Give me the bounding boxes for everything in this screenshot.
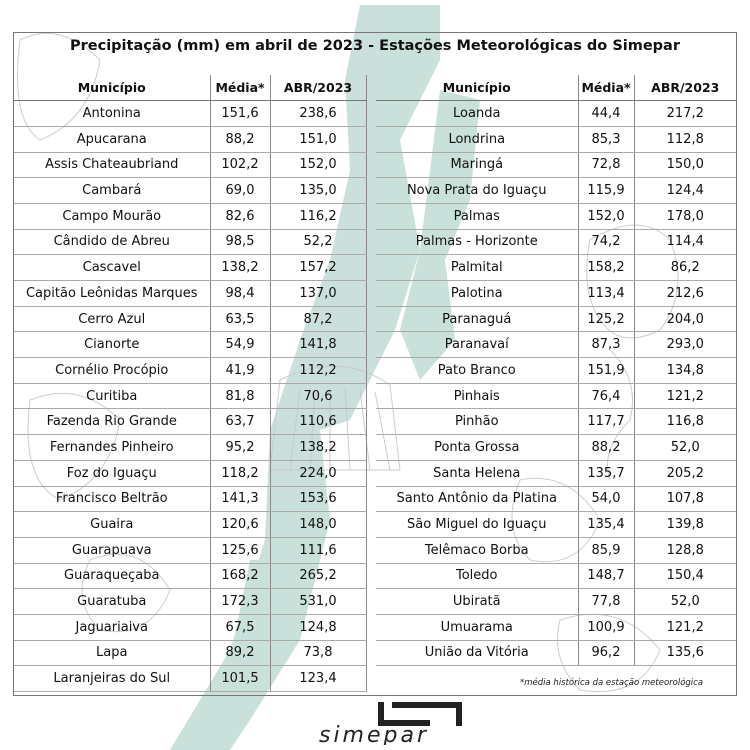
table-row [14, 281, 366, 307]
municipio-cell: Apucarana [14, 126, 210, 152]
header-municipio: Município [14, 75, 210, 101]
municipio-cell: Londrina [376, 126, 578, 152]
media-cell: 138,2 [210, 255, 270, 281]
municipio-cell: Maringá [376, 152, 578, 178]
table-row [376, 306, 736, 332]
municipio-cell: Fernandes Pinheiro [14, 435, 210, 461]
media-cell: 172,3 [210, 589, 270, 615]
table-row [14, 589, 366, 615]
table-row [376, 537, 736, 563]
media-cell: 77,8 [578, 589, 634, 615]
table-row [14, 563, 366, 589]
abr-cell: 135,6 [634, 640, 736, 666]
page-title: Precipitação (mm) em abril de 2023 - Estações Meteorológicas do Simepar [69, 38, 680, 54]
abr-cell: 116,8 [634, 409, 736, 435]
media-cell: 125,6 [210, 537, 270, 563]
municipio-cell: Cornélio Procópio [14, 358, 210, 384]
left-header-row [14, 75, 366, 101]
municipio-cell: Cândido de Abreu [14, 229, 210, 255]
abr-cell: 52,2 [270, 229, 366, 255]
abr-cell: 111,6 [270, 537, 366, 563]
header-media: Média* [210, 75, 270, 101]
header-abr: ABR/2023 [634, 75, 736, 101]
abr-cell: 135,0 [270, 178, 366, 204]
abr-cell: 86,2 [634, 255, 736, 281]
municipio-cell: Pato Branco [376, 358, 578, 384]
municipio-cell: Laranjeiras do Sul [14, 666, 210, 692]
table-row [14, 306, 366, 332]
abr-cell: 293,0 [634, 332, 736, 358]
table-row [14, 203, 366, 229]
municipio-cell: Cianorte [14, 332, 210, 358]
abr-cell: 112,8 [634, 126, 736, 152]
abr-cell: 52,0 [634, 589, 736, 615]
table-row [14, 152, 366, 178]
municipio-cell: Jaguariaiva [14, 614, 210, 640]
abr-cell: 150,0 [634, 152, 736, 178]
abr-cell: 205,2 [634, 460, 736, 486]
media-cell: 72,8 [578, 152, 634, 178]
media-cell: 152,0 [578, 203, 634, 229]
media-cell: 54,0 [578, 486, 634, 512]
table-row [14, 640, 366, 666]
municipio-cell: Telêmaco Borba [376, 537, 578, 563]
table-row [376, 512, 736, 538]
simepar-logo [278, 700, 473, 745]
table-row [14, 409, 366, 435]
municipio-cell: Toledo [376, 563, 578, 589]
table-row [376, 332, 736, 358]
media-cell: 85,3 [578, 126, 634, 152]
table-row [376, 614, 736, 640]
table-row [376, 255, 736, 281]
media-cell: 81,8 [210, 383, 270, 409]
abr-cell: 265,2 [270, 563, 366, 589]
table-row [376, 460, 736, 486]
municipio-cell: Assis Chateaubriand [14, 152, 210, 178]
media-cell: 125,2 [578, 306, 634, 332]
abr-cell: 128,8 [634, 537, 736, 563]
table-row [376, 486, 736, 512]
table-row [14, 435, 366, 461]
media-cell: 135,4 [578, 512, 634, 538]
abr-cell: 153,6 [270, 486, 366, 512]
abr-cell: 123,4 [270, 666, 366, 692]
abr-cell: 148,0 [270, 512, 366, 538]
media-cell: 151,6 [210, 101, 270, 127]
municipio-cell: Palmas - Horizonte [376, 229, 578, 255]
right-header-row [376, 75, 736, 101]
table-row [14, 383, 366, 409]
media-cell: 98,4 [210, 281, 270, 307]
abr-cell: 217,2 [634, 101, 736, 127]
table-row [14, 358, 366, 384]
abr-cell: 52,0 [634, 435, 736, 461]
municipio-cell: Pinhais [376, 383, 578, 409]
abr-cell: 531,0 [270, 589, 366, 615]
media-cell: 44,4 [578, 101, 634, 127]
table-row [14, 614, 366, 640]
municipio-cell: Santo Antônio da Platina [376, 486, 578, 512]
table-row [376, 178, 736, 204]
media-cell: 88,2 [210, 126, 270, 152]
media-cell: 98,5 [210, 229, 270, 255]
media-cell: 67,5 [210, 614, 270, 640]
table-row [14, 332, 366, 358]
table-row [376, 563, 736, 589]
municipio-cell: Ponta Grossa [376, 435, 578, 461]
media-cell: 100,9 [578, 614, 634, 640]
media-cell: 69,0 [210, 178, 270, 204]
header-media: Média* [578, 75, 634, 101]
abr-cell: 70,6 [270, 383, 366, 409]
abr-cell: 73,8 [270, 640, 366, 666]
left-table [14, 75, 367, 692]
table-row [376, 409, 736, 435]
municipio-cell: Cascavel [14, 255, 210, 281]
abr-cell: 121,2 [634, 614, 736, 640]
table-row [14, 512, 366, 538]
abr-cell: 112,2 [270, 358, 366, 384]
table-row [376, 229, 736, 255]
table-row [376, 281, 736, 307]
table-row [376, 435, 736, 461]
abr-cell: 110,6 [270, 409, 366, 435]
municipio-cell: Capitão Leônidas Marques [14, 281, 210, 307]
table-row [376, 589, 736, 615]
municipio-cell: Loanda [376, 101, 578, 127]
media-cell: 141,3 [210, 486, 270, 512]
abr-cell: 151,0 [270, 126, 366, 152]
media-cell: 74,2 [578, 229, 634, 255]
media-cell: 158,2 [578, 255, 634, 281]
table-row [14, 255, 366, 281]
municipio-cell: Paranavaí [376, 332, 578, 358]
table-row [14, 486, 366, 512]
abr-cell: 137,0 [270, 281, 366, 307]
right-table [376, 75, 736, 666]
table-row [14, 178, 366, 204]
media-cell: 151,9 [578, 358, 634, 384]
municipio-cell: Paranaguá [376, 306, 578, 332]
abr-cell: 124,8 [270, 614, 366, 640]
abr-cell: 178,0 [634, 203, 736, 229]
municipio-cell: Palmital [376, 255, 578, 281]
table-row [376, 101, 736, 127]
municipio-cell: Cambará [14, 178, 210, 204]
media-cell: 63,5 [210, 306, 270, 332]
abr-cell: 124,4 [634, 178, 736, 204]
municipio-cell: Lapa [14, 640, 210, 666]
media-cell: 88,2 [578, 435, 634, 461]
abr-cell: 139,8 [634, 512, 736, 538]
table-row [14, 229, 366, 255]
table-row [376, 383, 736, 409]
municipio-cell: Palmas [376, 203, 578, 229]
table-row [376, 152, 736, 178]
media-cell: 76,4 [578, 383, 634, 409]
abr-cell: 152,0 [270, 152, 366, 178]
municipio-cell: Guarapuava [14, 537, 210, 563]
media-cell: 118,2 [210, 460, 270, 486]
table-row [376, 358, 736, 384]
media-cell: 102,2 [210, 152, 270, 178]
municipio-cell: Pinhão [376, 409, 578, 435]
table-row [376, 640, 736, 666]
municipio-cell: Francisco Beltrão [14, 486, 210, 512]
table-row [14, 666, 366, 692]
abr-cell: 87,2 [270, 306, 366, 332]
municipio-cell: Fazenda Rio Grande [14, 409, 210, 435]
table-row [14, 101, 366, 127]
media-cell: 63,7 [210, 409, 270, 435]
media-cell: 115,9 [578, 178, 634, 204]
municipio-cell: Santa Helena [376, 460, 578, 486]
municipio-cell: União da Vitória [376, 640, 578, 666]
abr-cell: 238,6 [270, 101, 366, 127]
abr-cell: 212,6 [634, 281, 736, 307]
abr-cell: 138,2 [270, 435, 366, 461]
abr-cell: 141,8 [270, 332, 366, 358]
table-row [376, 203, 736, 229]
media-cell: 82,6 [210, 203, 270, 229]
municipio-cell: São Miguel do Iguaçu [376, 512, 578, 538]
logo-text: simepar [318, 723, 430, 745]
abr-cell: 116,2 [270, 203, 366, 229]
abr-cell: 157,2 [270, 255, 366, 281]
media-cell: 54,9 [210, 332, 270, 358]
municipio-cell: Ubiratã [376, 589, 578, 615]
abr-cell: 224,0 [270, 460, 366, 486]
municipio-cell: Curitiba [14, 383, 210, 409]
media-cell: 168,2 [210, 563, 270, 589]
media-cell: 95,2 [210, 435, 270, 461]
media-cell: 101,5 [210, 666, 270, 692]
municipio-cell: Nova Prata do Iguaçu [376, 178, 578, 204]
table-row [14, 460, 366, 486]
municipio-cell: Antonina [14, 101, 210, 127]
municipio-cell: Campo Mourão [14, 203, 210, 229]
abr-cell: 114,4 [634, 229, 736, 255]
municipio-cell: Guaratuba [14, 589, 210, 615]
abr-cell: 134,8 [634, 358, 736, 384]
municipio-cell: Cerro Azul [14, 306, 210, 332]
table-row [14, 126, 366, 152]
table-row [14, 537, 366, 563]
media-cell: 87,3 [578, 332, 634, 358]
municipio-cell: Foz do Iguaçu [14, 460, 210, 486]
media-cell: 117,7 [578, 409, 634, 435]
municipio-cell: Umuarama [376, 614, 578, 640]
media-cell: 135,7 [578, 460, 634, 486]
table-row [376, 126, 736, 152]
media-cell: 113,4 [578, 281, 634, 307]
abr-cell: 204,0 [634, 306, 736, 332]
media-cell: 148,7 [578, 563, 634, 589]
media-cell: 89,2 [210, 640, 270, 666]
abr-cell: 121,2 [634, 383, 736, 409]
municipio-cell: Guaraqueçaba [14, 563, 210, 589]
municipio-cell: Guaira [14, 512, 210, 538]
abr-cell: 107,8 [634, 486, 736, 512]
footnote: *média histórica da estação meteorológica [520, 678, 704, 688]
media-cell: 85,9 [578, 537, 634, 563]
media-cell: 120,6 [210, 512, 270, 538]
media-cell: 96,2 [578, 640, 634, 666]
header-municipio: Município [376, 75, 578, 101]
abr-cell: 150,4 [634, 563, 736, 589]
municipio-cell: Palotina [376, 281, 578, 307]
header-abr: ABR/2023 [270, 75, 366, 101]
media-cell: 41,9 [210, 358, 270, 384]
